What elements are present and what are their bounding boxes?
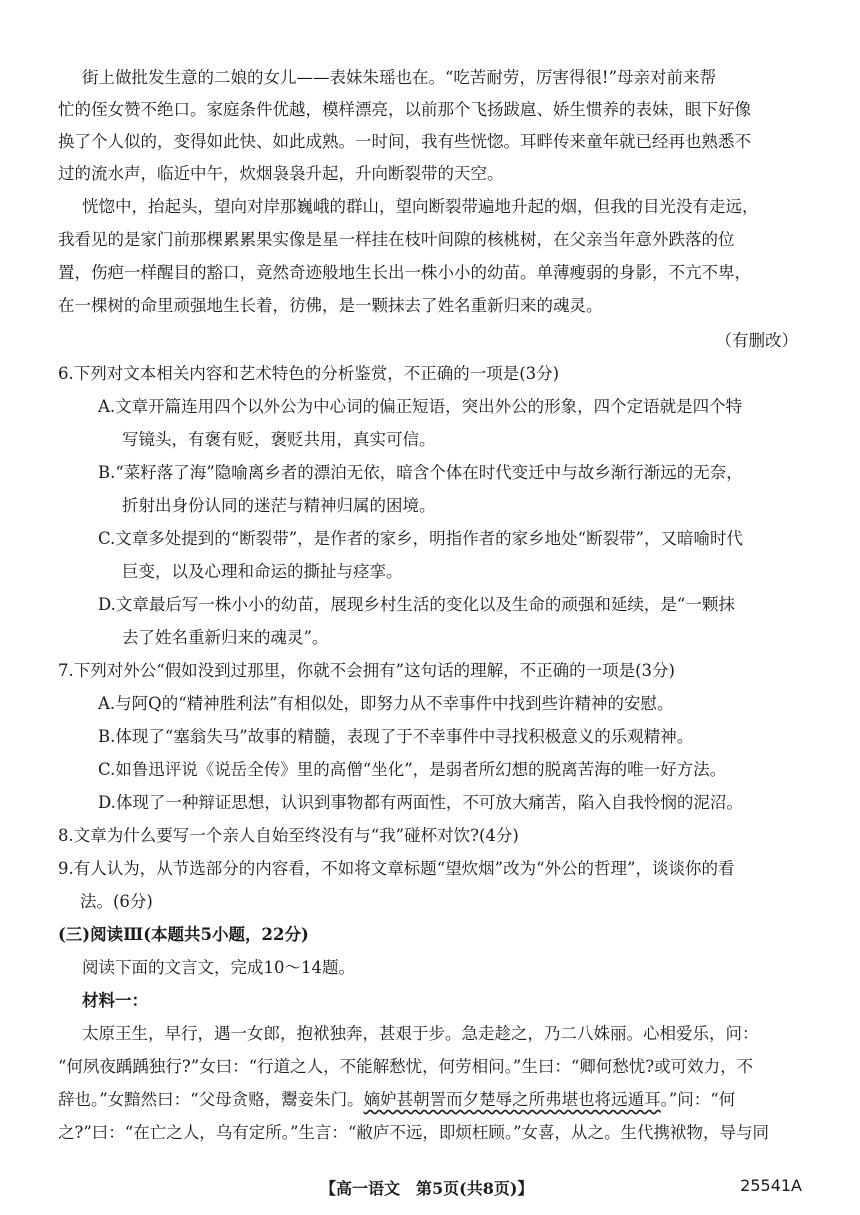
question-6-option-d-cont: 去了姓名重新归来的魂灵”。 xyxy=(122,628,329,647)
question-9-line1: 9.有人认为，从节选部分的内容看，不如将文章标题“望炊烟”改为“外公的哲理”，谈谈你的看 xyxy=(58,859,735,878)
classical-text-segment: 。”问：“何 xyxy=(660,1090,736,1109)
section-3-instruction: 阅读下面的文言文，完成10～14题。 xyxy=(82,958,355,977)
section-3-title: (三)阅读Ⅲ(本题共5小题，22分) xyxy=(58,925,309,944)
question-6-option-b-cont: 折射出身份认同的迷茫与精神归属的困境。 xyxy=(122,496,436,515)
classical-text-line xyxy=(58,1092,735,1109)
question-7-option-b: B.体现了“塞翁失马”故事的精髓，表现了于不幸事件中寻找积极意义的乐观精神。 xyxy=(98,727,694,746)
passage-line: 忙的侄女赞不绝口。家庭条件优越，模样漂亮，以前那个飞扬跋扈、娇生惯养的表妹，眼下好像 xyxy=(58,100,751,119)
classical-text-line: 之?”曰：“在亡之人，乌有定所。”生言：“敝庐不远，即烦枉顾。”女喜，从之。生代携袱物，导与同 xyxy=(58,1123,770,1142)
question-6-stem: 6.下列对文本相关内容和艺术特色的分析鉴赏，不正确的一项是(3分) xyxy=(58,364,560,383)
passage-line: 在一棵树的命里顽强地生长着，彷佛，是一颗抹去了姓名重新归来的魂灵。 xyxy=(58,296,603,315)
question-9-line2: 法。(6分) xyxy=(80,892,153,911)
classical-text-segment: 辞也。”女黯然曰：“父母贪赂，鬻妾朱门。 xyxy=(58,1090,364,1109)
question-7-stem: 7.下列对外公“假如没到过那里，你就不会拥有”这句话的理解，不正确的一项是(3分) xyxy=(58,661,675,680)
question-7-option-d: D.体现了一种辩证思想，认识到事物都有两面性，不可放大痛苦，陷入自我怜悯的泥沼。 xyxy=(98,793,743,812)
wavy-underlined-sentence: 嫡妒甚朝詈而夕楚辱之所弗堪也将远遁耳 xyxy=(363,1090,661,1109)
footer-subject-page: 【高一语文 第5页(共8页)】 xyxy=(320,1179,534,1198)
edited-note: （有删改） xyxy=(715,331,798,350)
passage-line: 换了个人似的，变得如此快、如此成熟。一时间，我有些恍惚。耳畔传来童年就已经再也熟悉不 xyxy=(58,132,751,151)
question-6-option-c: C.文章多处提到的“断裂带”，是作者的家乡，明指作者的家乡地处“断裂带”，又暗喻时代 xyxy=(98,529,744,548)
page-footer xyxy=(0,1176,860,1196)
question-6-option-a: A.文章开篇连用四个以外公为中心词的偏正短语，突出外公的形象，四个定语就是四个特 xyxy=(98,397,743,416)
question-6-option-a-cont: 写镜头，有褒有贬，褒贬共用，真实可信。 xyxy=(122,430,436,449)
classical-text-line: 太原王生，早行，遇一女郎，抱袱独奔，甚艰于步。急走趁之，乃二八姝丽。心相爱乐，问： xyxy=(82,1024,759,1043)
question-7-option-c: C.如鲁迅评说《说岳全传》里的高僧“坐化”，是弱者所幻想的脱离苦海的唯一好方法。 xyxy=(98,760,727,779)
passage-line: 我看见的是家门前那棵累累果实像是星一样挂在枝叶间隙的核桃树，在父亲当年意外跌落的位 xyxy=(58,230,735,249)
passage-line: 恍惚中，抬起头，望向对岸那巍峨的群山，望向断裂带遍地升起的烟，但我的目光没有走远， xyxy=(82,197,759,216)
classical-text-line: “何夙夜踽踽独行?”女曰：“行道之人，不能解愁忧，何劳相问。”生曰：“卿何愁忧?或可效力，不 xyxy=(58,1057,754,1076)
question-6-option-d: D.文章最后写一株小小的幼苗，展现乡村生活的变化以及生命的顽强和延续，是“一颗抹 xyxy=(98,595,735,614)
question-7-option-a: A.与阿Q的“精神胜利法”有相似处，即努力从不幸事件中找到些许精神的安慰。 xyxy=(98,694,674,713)
passage-line: 置，伤疤一样醒目的豁口，竟然奇迹般地生长出一株小小的幼苗。单薄瘦弱的身影，不亢不卑， xyxy=(58,263,751,282)
material-one-label: 材料一： xyxy=(82,991,148,1010)
question-6-option-c-cont: 巨变，以及心理和命运的撕扯与痉挛。 xyxy=(122,562,403,581)
question-8: 8.文章为什么要写一个亲人自始至终没有与“我”碰杯对饮?(4分) xyxy=(58,826,519,845)
question-6-option-b: B.“菜籽落了海”隐喻离乡者的漂泊无依，暗含个体在时代变迁中与故乡渐行渐远的无奈， xyxy=(98,463,743,482)
passage-line: 过的流水声，临近中午，炊烟袅袅升起，升向断裂带的天空。 xyxy=(58,164,504,183)
passage-line: 街上做批发生意的二娘的女儿——表妹朱瑶也在。“吃苦耐劳，厉害得很!”母亲对前来帮 xyxy=(82,68,717,87)
footer-exam-code: 25541A xyxy=(740,1176,802,1195)
